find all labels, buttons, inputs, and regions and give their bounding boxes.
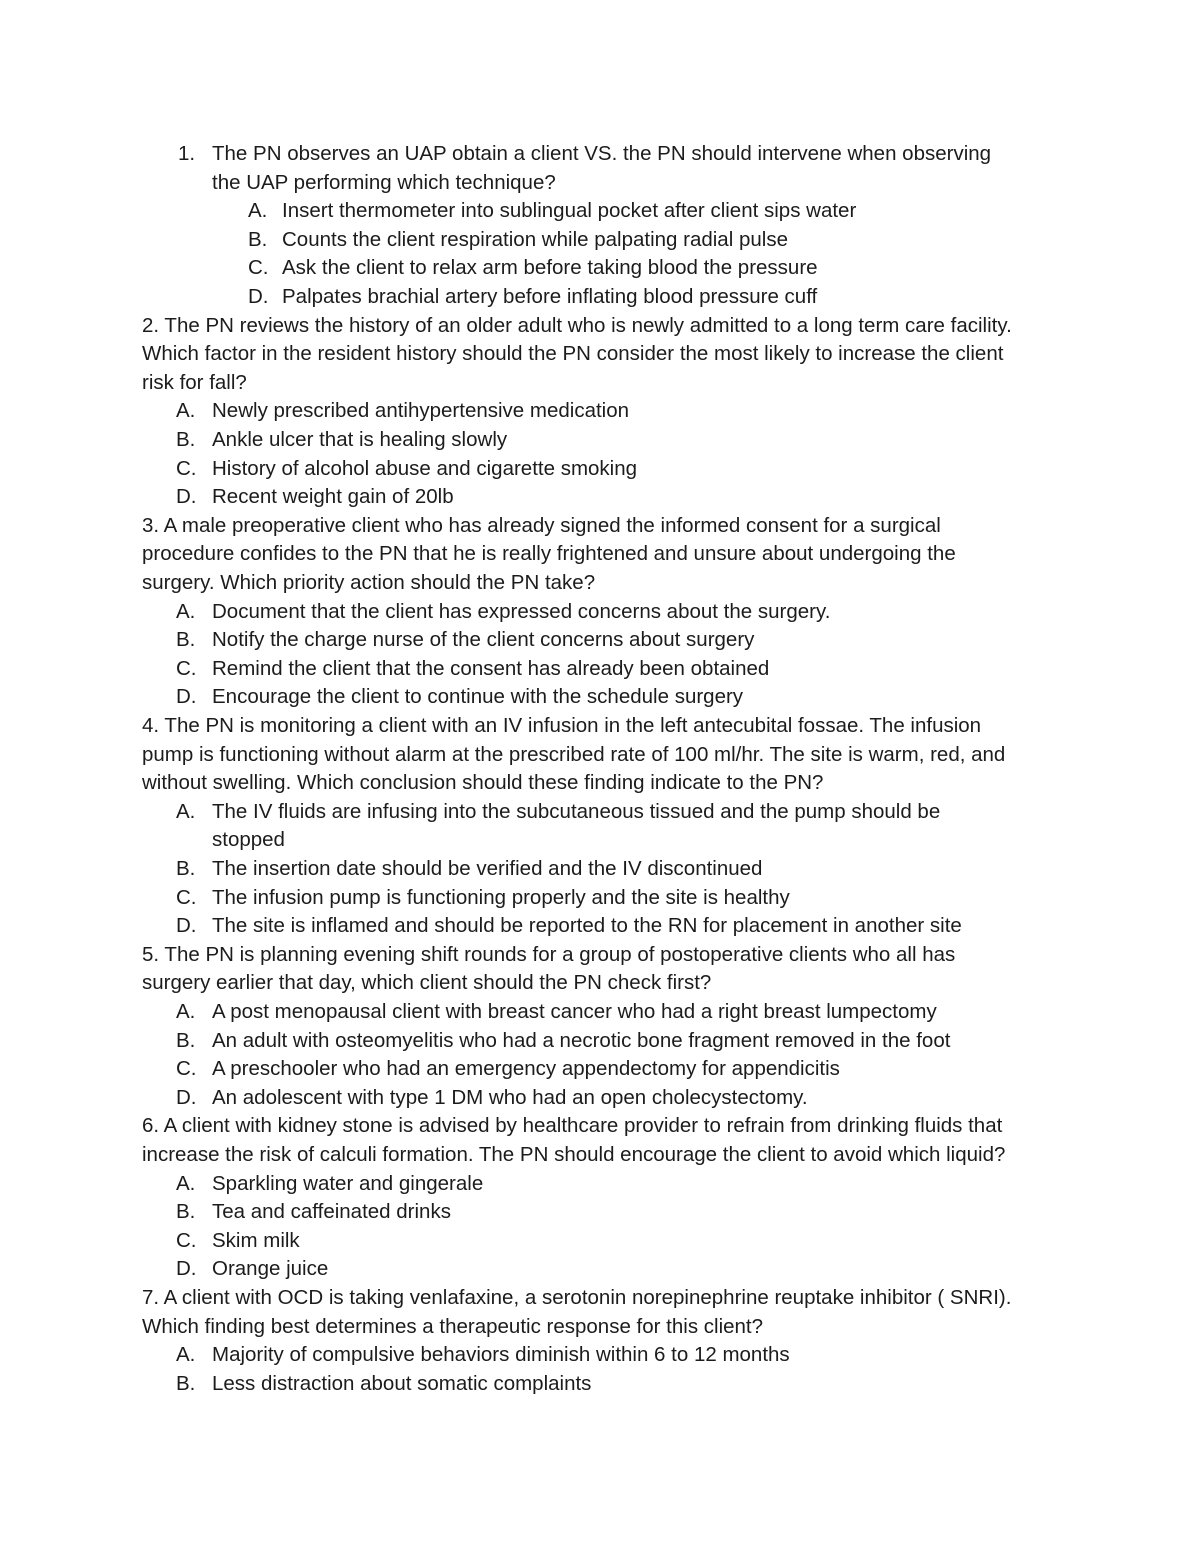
question-6-option-text: Skim milk <box>212 1228 300 1252</box>
question-6-option-marker: A. <box>176 1171 196 1195</box>
question-5-option-text: An adolescent with type 1 DM who had an open cholecystectomy. <box>212 1085 808 1109</box>
question-2-option-marker: D. <box>176 485 197 509</box>
question-5-option-text: A preschooler who had an emergency appendectomy for appendicitis <box>212 1057 840 1081</box>
question-5-line-text: surgery earlier that day, which client should the PN check first? <box>142 971 712 995</box>
question-2-option-marker: C. <box>176 456 197 480</box>
question-6-option-text: Orange juice <box>212 1257 329 1281</box>
question-2-option-text: Newly prescribed antihypertensive medication <box>212 399 630 423</box>
question-5-option-marker: B. <box>176 1028 196 1052</box>
question-4-option-text: stopped <box>212 828 285 852</box>
question-6-option-marker: B. <box>176 1200 196 1224</box>
question-3-option-text: Document that the client has expressed concerns about the surgery. <box>212 599 831 623</box>
question-1-option-marker: D. <box>248 285 269 308</box>
question-1-option-text: Insert thermometer into sublingual pocket after client sips water <box>282 199 857 223</box>
question-3-line-text: 3. A male preoperative client who has already signed the informed consent for a surgical <box>142 513 941 537</box>
question-4-option-text: The site is inflamed and should be reported to the RN for placement in another site <box>212 914 962 938</box>
question-3-line-text: surgery. Which priority action should the PN take? <box>142 571 596 594</box>
question-3-option-marker: B. <box>176 628 196 652</box>
question-4-option-marker: A. <box>176 799 196 823</box>
question-6-line-text: 6. A client with kidney stone is advised by healthcare provider to refrain from drinking fluids that <box>142 1114 1003 1138</box>
question-5-option-text: A post menopausal client with breast cancer who had a right breast lumpectomy <box>212 1000 937 1023</box>
question-3-option-marker: C. <box>176 656 197 680</box>
question-2-line-text: risk for fall? <box>142 370 247 394</box>
question-7-option-text: Less distraction about somatic complaints <box>212 1371 592 1395</box>
question-3-option-text: Encourage the client to continue with the schedule surgery <box>212 685 744 709</box>
question-4-option-text: The infusion pump is functioning properly and the site is healthy <box>212 885 790 909</box>
question-5-option-marker: D. <box>176 1085 197 1109</box>
question-4-option-text: The IV fluids are infusing into the subcutaneous tissued and the pump should be <box>212 799 941 823</box>
question-1-option-text: Ask the client to relax arm before taking blood the pressure <box>282 256 818 280</box>
question-5-option-marker: C. <box>176 1057 197 1081</box>
question-3-option-text: Remind the client that the consent has already been obtained <box>212 656 770 680</box>
question-6-option-marker: C. <box>176 1228 197 1252</box>
question-3-option-marker: A. <box>176 599 196 623</box>
question-5-option-marker: A. <box>176 1000 196 1023</box>
question-4-option-text: The insertion date should be verified and the IV discontinued <box>212 857 763 880</box>
question-1-option-marker: B. <box>248 227 268 251</box>
question-7-line-text: 7. A client with OCD is taking venlafaxine, a serotonin norepinephrine reuptake inhibitor ( SNRI). <box>142 1286 1012 1309</box>
question-4-option-marker: C. <box>176 885 197 909</box>
question-1-line-text: The PN observes an UAP obtain a client VS. the PN should intervene when observing <box>212 142 992 165</box>
question-4-option-marker: B. <box>176 857 196 880</box>
question-3-option-text: Notify the charge nurse of the client concerns about surgery <box>212 628 755 652</box>
question-4-line-text: pump is functioning without alarm at the prescribed rate of 100 ml/hr. The site is warm, red, and <box>142 742 1006 766</box>
question-2-option-text: History of alcohol abuse and cigarette smoking <box>212 456 638 480</box>
question-6-line-text: increase the risk of calculi formation. The PN should encourage the client to avoid which liquid? <box>142 1143 1006 1166</box>
question-7-option-marker: A. <box>176 1343 196 1367</box>
question-6-option-text: Sparkling water and gingerale <box>212 1171 484 1195</box>
question-2-option-marker: A. <box>176 399 196 423</box>
question-1-line-marker: 1. <box>178 142 196 165</box>
question-6-option-marker: D. <box>176 1257 197 1281</box>
question-4-option-marker: D. <box>176 914 197 938</box>
question-1-option-marker: C. <box>248 256 269 280</box>
question-7-line-text: Which finding best determines a therapeutic response for this client? <box>142 1314 764 1338</box>
question-2-option-marker: B. <box>176 428 196 451</box>
question-2-line-text: Which factor in the resident history should the PN consider the most likely to increase the client <box>142 342 1004 366</box>
question-3-option-marker: D. <box>176 685 197 709</box>
question-5-option-text: An adult with osteomyelitis who had a necrotic bone fragment removed in the foot <box>212 1028 951 1052</box>
question-2-option-text: Recent weight gain of 20lb <box>212 485 454 509</box>
question-1-option-text: Counts the client respiration while palpating radial pulse <box>282 227 788 251</box>
question-6-option-text: Tea and caffeinated drinks <box>212 1200 451 1224</box>
question-1-line-text: the UAP performing which technique? <box>212 170 556 194</box>
question-4-line-text: without swelling. Which conclusion should these finding indicate to the PN? <box>142 771 824 795</box>
question-1-option-marker: A. <box>248 199 268 223</box>
question-7-option-marker: B. <box>176 1371 196 1395</box>
question-1-option-text: Palpates brachial artery before inflating blood pressure cuff <box>282 285 818 308</box>
question-3-line-text: procedure confides to the PN that he is really frightened and unsure about undergoing the <box>142 542 956 566</box>
question-2-option-text: Ankle ulcer that is healing slowly <box>212 428 508 451</box>
question-7-option-text: Majority of compulsive behaviors diminish within 6 to 12 months <box>212 1343 790 1367</box>
question-2-line-text: 2. The PN reviews the history of an older adult who is newly admitted to a long term care facility. <box>142 313 1012 337</box>
question-5-line-text: 5. The PN is planning evening shift rounds for a group of postoperative clients who all has <box>142 942 956 966</box>
question-4-line-text: 4. The PN is monitoring a client with an IV infusion in the left antecubital fossae. The infusion <box>142 714 982 737</box>
